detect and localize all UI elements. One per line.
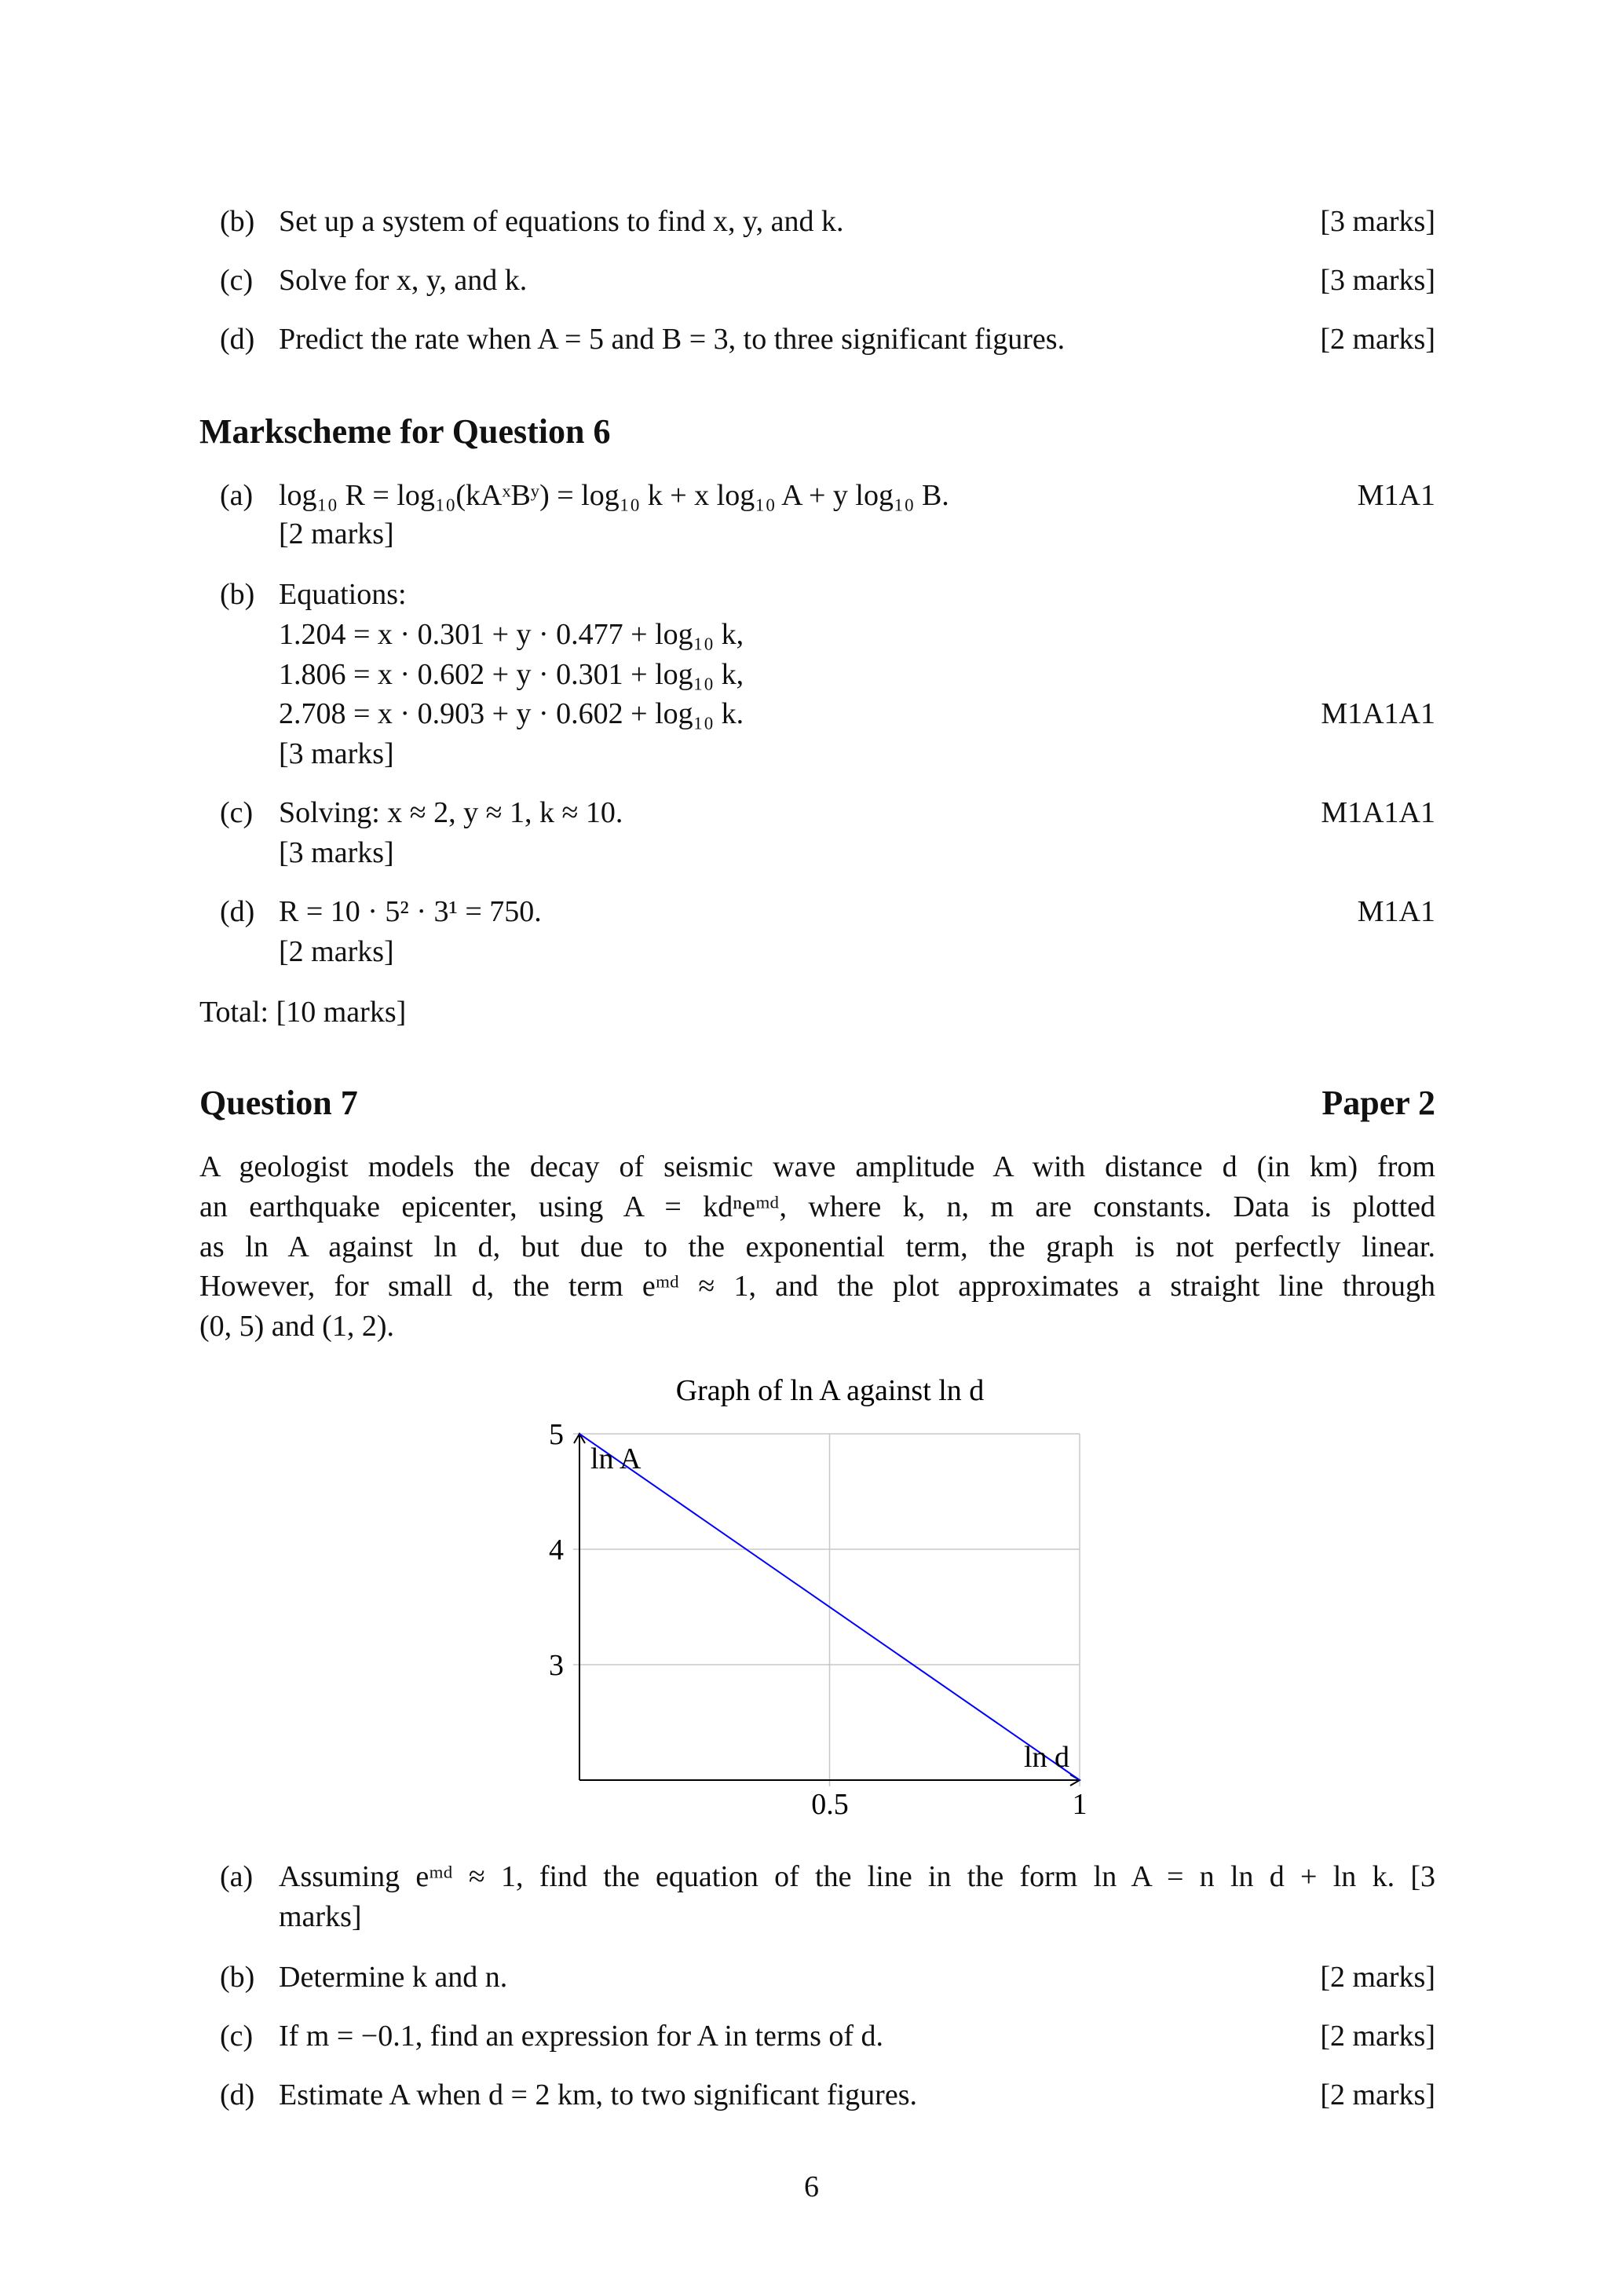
- ms-label: (b): [220, 578, 255, 611]
- question-text-line: (0, 5) and (1, 2).: [199, 1310, 394, 1343]
- part-text: Solve for x, y, and k.: [279, 264, 528, 297]
- ms-marks: [3 marks]: [279, 737, 394, 770]
- ms-code: M1A1A1: [1321, 697, 1435, 730]
- y-tick-label: 5: [549, 1418, 564, 1451]
- page-number: 6: [804, 2170, 819, 2203]
- part-text: Assuming eᵐᵈ ≈ 1, find the equation of the line in the form ln A = n ln d + ln k. [3: [279, 1860, 1435, 1893]
- ms-code: M1A1A1: [1321, 796, 1435, 829]
- markscheme-heading: Markscheme for Question 6: [199, 412, 611, 451]
- x-tick-label: 0.5: [811, 1788, 849, 1821]
- part-marks: [2 marks]: [1320, 1961, 1435, 1994]
- x-axis-label: ln d: [1023, 1741, 1069, 1774]
- part-label: (a): [220, 1860, 254, 1893]
- part-label: (c): [220, 264, 254, 297]
- part-text: Predict the rate when A = 5 and B = 3, to three significant figures.: [279, 323, 1066, 356]
- question-heading: Question 7: [199, 1084, 358, 1122]
- part-text-cont: marks]: [279, 1900, 362, 1933]
- question-text-line: an earthquake epicenter, using A = kdⁿeᵐᵈ, where k, n, m are constants. Data is plotted: [199, 1190, 1435, 1223]
- part-text: Estimate A when d = 2 km, to two significant figures.: [279, 2078, 917, 2111]
- part-label: (d): [220, 2078, 255, 2111]
- part-marks: [2 marks]: [1320, 2020, 1435, 2053]
- y-tick-label: 4: [549, 1534, 564, 1567]
- ms-text: R = 10 · 5² · 3¹ = 750.: [279, 895, 542, 928]
- paper-label: Paper 2: [1321, 1084, 1435, 1122]
- part-marks: [2 marks]: [1320, 323, 1435, 356]
- chart-title: Graph of ln A against ln d: [675, 1374, 985, 1407]
- ms-marks: [2 marks]: [279, 517, 394, 550]
- part-marks: [3 marks]: [1320, 205, 1435, 238]
- question-text-line: as ln A against ln d, but due to the exponential term, the graph is not perfectly linear.: [199, 1230, 1435, 1263]
- question-text-line: However, for small d, the term eᵐᵈ ≈ 1, and the plot approximates a straight line through: [199, 1270, 1435, 1303]
- ms-total: Total: [10 marks]: [199, 996, 407, 1029]
- ms-marks: [3 marks]: [279, 836, 394, 869]
- ms-marks: [2 marks]: [279, 935, 394, 968]
- ms-equation: 1.204 = x · 0.301 + y · 0.477 + log₁₀ k,: [279, 618, 744, 651]
- ms-text: Solving: x ≈ 2, y ≈ 1, k ≈ 10.: [279, 796, 623, 829]
- part-marks: [3 marks]: [1320, 264, 1435, 297]
- part-label: (c): [220, 2020, 254, 2053]
- ms-label: (c): [220, 796, 254, 829]
- part-label: (b): [220, 1961, 255, 1994]
- part-text: If m = −0.1, find an expression for A in terms of d.: [279, 2020, 884, 2053]
- y-tick-label: 3: [549, 1649, 564, 1682]
- x-tick-label: 1: [1072, 1788, 1087, 1821]
- part-marks: [2 marks]: [1320, 2078, 1435, 2111]
- part-text: Set up a system of equations to find x, y, and k.: [279, 205, 844, 238]
- ms-text: log₁₀ R = log₁₀(kAˣBʸ) = log₁₀ k + x log₁₀ A + y log₁₀ B.: [279, 479, 949, 512]
- ms-code: M1A1: [1357, 895, 1435, 928]
- y-axis-label: ln A: [590, 1442, 642, 1475]
- ms-label: (d): [220, 895, 255, 928]
- ms-equation: 2.708 = x · 0.903 + y · 0.602 + log₁₀ k.: [279, 697, 744, 730]
- ms-code: M1A1: [1357, 479, 1435, 512]
- question-text-line: A geologist models the decay of seismic wave amplitude A with distance d (in km) from: [199, 1150, 1435, 1183]
- ms-text: Equations:: [279, 578, 407, 611]
- part-label: (d): [220, 323, 255, 356]
- ms-equation: 1.806 = x · 0.602 + y · 0.301 + log₁₀ k,: [279, 658, 744, 691]
- part-text: Determine k and n.: [279, 1961, 508, 1994]
- part-label: (b): [220, 205, 255, 238]
- ms-label: (a): [220, 479, 254, 512]
